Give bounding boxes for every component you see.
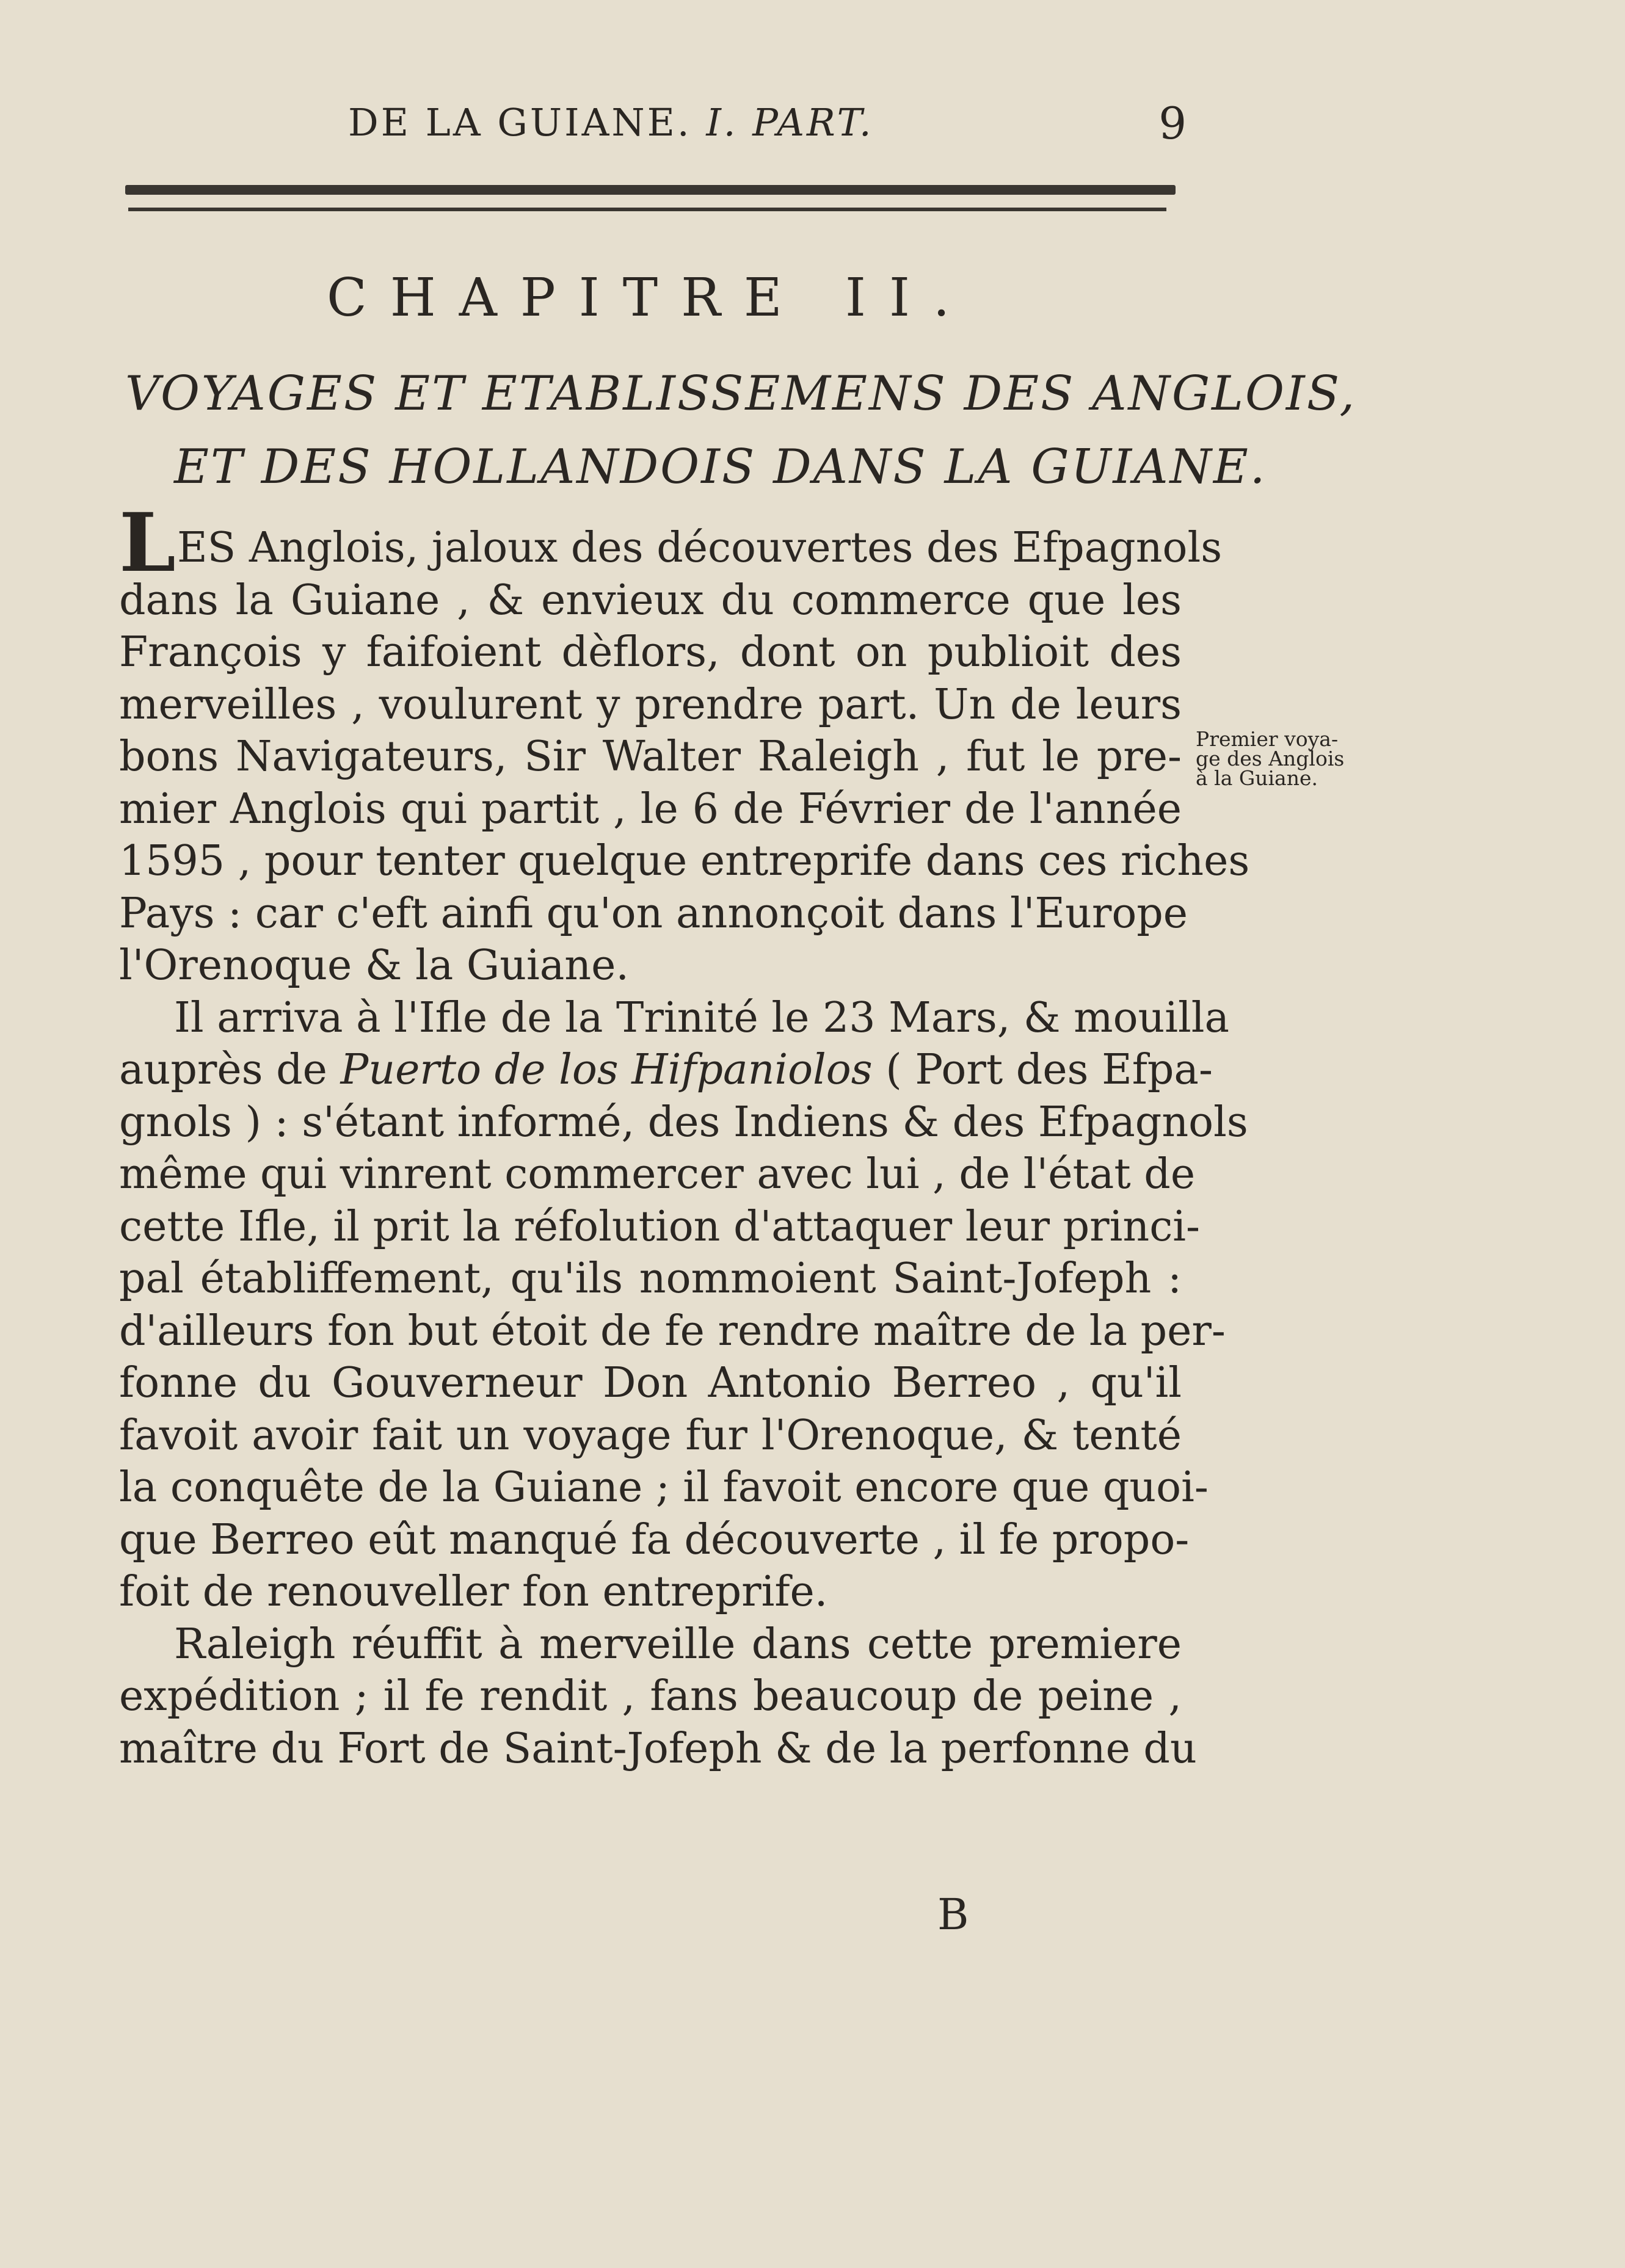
- header-rule-thick: [125, 185, 1176, 195]
- running-head-part: I. PART.: [706, 100, 874, 145]
- body-line: fonne du Gouverneur Don Antonio Berreo , qu'il: [119, 1359, 1182, 1407]
- body-line: merveilles , voulurent y prendre part. Un de leurs: [119, 680, 1182, 729]
- margin-note: [1196, 727, 1391, 790]
- header-rule-thin: [128, 208, 1166, 211]
- body-line: même qui vinrent commercer avec lui , de l'état de: [119, 1150, 1196, 1198]
- signature-mark: B: [937, 1889, 969, 1940]
- body-line: Pays : car c'eft ainfi qu'on annonçoit dans l'Europe: [119, 889, 1188, 938]
- body-line: la conquête de la Guiane ; il favoit encore que quoi-: [119, 1463, 1209, 1512]
- body-line: Raleigh réuffit à merveille dans cette premiere: [174, 1620, 1182, 1668]
- page-number: 9: [1158, 98, 1187, 149]
- body-line: Il arriva à l'Ifle de la Trinité le 23 Mars, & mouilla: [174, 993, 1230, 1042]
- chapter-subtitle-line-1: VOYAGES ET ETABLISSEMENS DES ANGLOIS,: [125, 366, 1357, 421]
- body-line-text: auprès de: [119, 1046, 341, 1094]
- place-name-italic: Puerto de los Hifpaniolos: [340, 1046, 873, 1094]
- margin-note-line: Premier voya-: [1196, 727, 1339, 751]
- body-line: [119, 1044, 1213, 1096]
- drop-cap: L: [119, 496, 176, 590]
- body-line: cette Ifle, il prit la réfolution d'attaquer leur princi-: [119, 1202, 1201, 1251]
- body-text: [119, 496, 1250, 1775]
- body-line: pal établiffement, qu'ils nommoient Saint-Jofeph :: [119, 1255, 1182, 1303]
- running-head: [348, 100, 874, 145]
- body-line: mier Anglois qui partit , le 6 de Février de l'année: [119, 784, 1182, 833]
- chapter-subtitle-line-2: ET DES HOLLANDOIS DANS LA GUIANE.: [174, 440, 1267, 495]
- body-line: bons Navigateurs, Sir Walter Raleigh , fut le pre-: [119, 733, 1182, 781]
- body-line: dans la Guiane , & envieux du commerce que les: [119, 576, 1182, 625]
- body-line: expédition ; il fe rendit , fans beaucoup de peine ,: [119, 1672, 1182, 1720]
- body-line: maître du Fort de Saint-Jofeph & de la perfonne du: [119, 1724, 1197, 1773]
- body-line: gnols ) : s'étant informé, des Indiens & des Efpagnols: [119, 1098, 1248, 1147]
- body-line: d'ailleurs fon but étoit de fe rendre maître de la per-: [119, 1306, 1226, 1355]
- page-header: [125, 92, 1234, 159]
- body-line: que Berreo eût manqué fa découverte , il fe propo-: [119, 1515, 1190, 1564]
- body-line: [119, 496, 1223, 590]
- body-line: François y faifoient dèflors, dont on publioit des: [119, 628, 1182, 676]
- body-line-text: ( Port des Efpa-: [872, 1046, 1213, 1094]
- margin-note-line: ge des Anglois: [1196, 747, 1345, 770]
- body-line: l'Orenoque & la Guiane.: [119, 941, 629, 990]
- chapter-title: CHAPITRE II.: [327, 267, 973, 328]
- body-line: favoit avoir fait un voyage fur l'Orenoque, & tenté: [119, 1411, 1182, 1460]
- body-line-text: ES Anglois, jaloux des découvertes des Efpagnols: [177, 524, 1223, 572]
- margin-note-line: à la Guiane.: [1196, 766, 1318, 790]
- body-line: 1595 , pour tenter quelque entreprife dans ces riches: [119, 837, 1250, 885]
- running-head-title: DE LA GUIANE.: [348, 100, 692, 145]
- body-line: foit de renouveller fon entreprife.: [119, 1568, 828, 1616]
